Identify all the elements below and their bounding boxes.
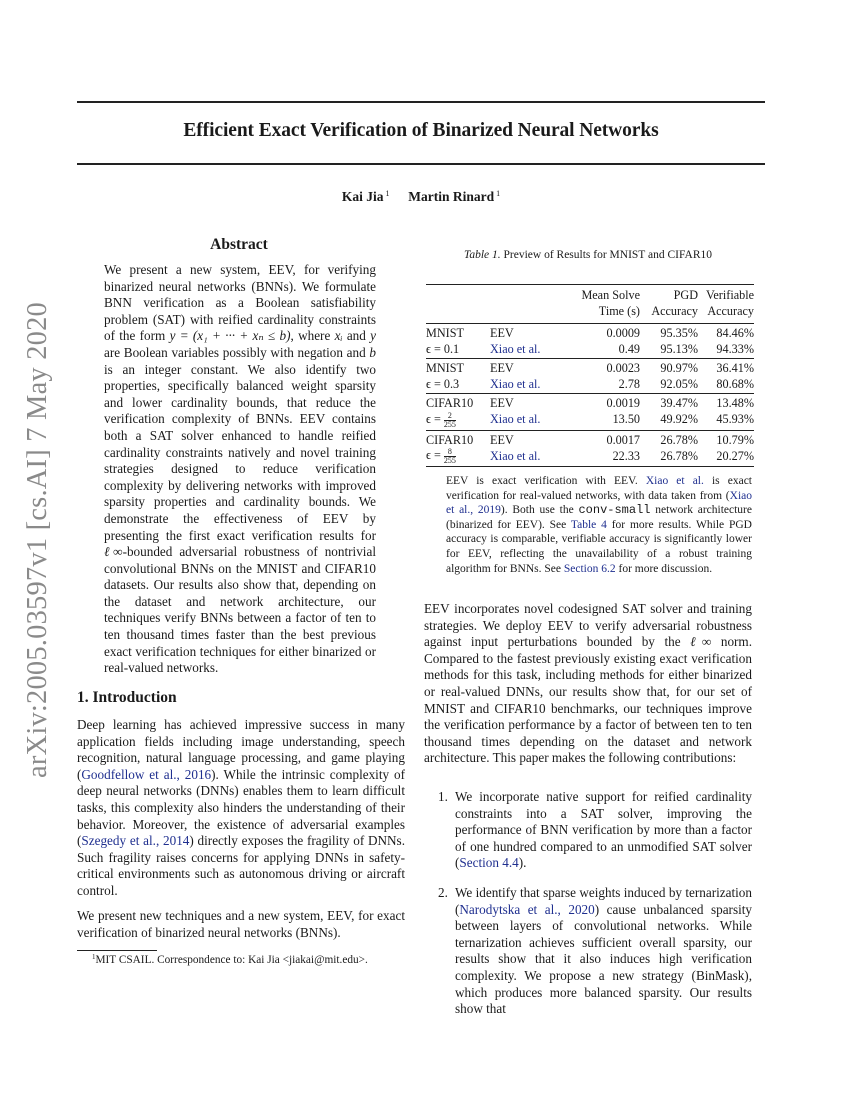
- contribution-item: [424, 885, 752, 1018]
- verifiable-cell: 45.93%: [698, 412, 754, 431]
- method-cell: EEV: [490, 432, 514, 447]
- table-row: [426, 377, 754, 394]
- column-header-time: Mean Solve Time (s): [570, 285, 640, 324]
- table-caption: [424, 249, 752, 261]
- table-reference-link[interactable]: Table 4: [570, 518, 607, 531]
- verifiable-cell: 36.41%: [716, 361, 754, 375]
- abstract-text: We present a new system, EEV, for verifying binarized neural networks (BNNs). We formulate BNN verification as a Boolean satisfiability problem (SAT) with reified cardinality constraints of the form: [104, 262, 376, 344]
- pgd-cell: 95.13%: [640, 342, 698, 359]
- intro-paragraph-3: [424, 601, 752, 767]
- citation-link[interactable]: Xiao et al.: [645, 475, 704, 487]
- note-text: network architecture (binarized for EEV). See: [446, 504, 752, 531]
- body-text: EEV incorporates novel codesigned SAT solver and training strategies. We deploy EEV to verify adversarial robustness against input perturbations bounded by the: [424, 601, 752, 650]
- method-cell-link[interactable]: Xiao et al.: [490, 448, 570, 467]
- method-cell: EEV: [490, 326, 514, 340]
- author-list: [77, 189, 765, 205]
- formula: y = (x₁ + ··· + xₙ ≤ b): [169, 328, 291, 344]
- section-heading-introduction: 1. Introduction: [77, 689, 177, 706]
- math-var: y: [370, 328, 377, 344]
- table-row: [426, 394, 754, 412]
- section-reference-link[interactable]: Section 6.2: [563, 562, 616, 575]
- time-cell: 2.78: [570, 377, 640, 394]
- table-row: [426, 342, 754, 359]
- body-text: We incorporate native support for reified cardinality constraints into a SAT solver, improving the performance of BNN verification by more than a factor of one hundred compared to an unmodified SAT solver (: [455, 789, 752, 871]
- column-header-pgd: PGD Accuracy: [640, 285, 698, 324]
- time-cell: 0.49: [570, 342, 640, 359]
- method-cell: EEV: [490, 396, 514, 410]
- note-text: is exact verification for real-valued networks, with data taken from (: [446, 475, 752, 502]
- note-text: for more results. While PGD accuracy is comparable, verifiable accuracy is significantly lower for EEV, reflecting the unavailability of a robust training algorithm for BNNs. See: [446, 518, 752, 575]
- table-row: [426, 324, 754, 342]
- epsilon-cell: [426, 448, 490, 467]
- verifiable-cell: 80.68%: [698, 377, 754, 394]
- citation-link[interactable]: Narodytska et al., 2020: [459, 901, 595, 917]
- body-text: ) directly exposes the fragility of DNNs. Such fragility raises concerns for applying DNNs in safety-critical environments such as autonomous driving or aircraft control.: [77, 833, 405, 898]
- affiliation-mark: 1: [385, 189, 390, 198]
- verifiable-cell: 84.46%: [716, 326, 754, 340]
- pgd-cell: 39.47%: [660, 396, 698, 410]
- affiliation-mark: 1: [496, 189, 501, 198]
- dataset-cell: MNIST: [426, 361, 464, 375]
- table-label: Table 1.: [464, 249, 501, 261]
- epsilon-cell: ϵ = 0.3: [426, 377, 490, 394]
- math-linf: ℓ∞: [104, 544, 123, 560]
- citation-link[interactable]: Goodfellow et al., 2016: [81, 766, 212, 782]
- abstract-text: -bounded adversarial robustness of nontrivial convolutional BNNs on the MNIST and CIFAR10 datasets. Our results also show that, depending on the dataset and network architecture, our techniques verify BNNs between a factor of ten to ten thousand times faster than the best previous exact verification techniques for either binarized or real-valued networks.: [104, 544, 376, 676]
- pgd-cell: 26.78%: [640, 448, 698, 467]
- verifiable-cell: 20.27%: [698, 448, 754, 467]
- body-text: ) cause unbalanced sparsity between layers of convolutional networks. While ternarization achieves sufficient overall sparsity, our results show that it also induces high verification complexity. We propose a new strategy (BinMask), which produces more balanced sparsity. Our results show that: [455, 901, 753, 1017]
- body-text: We identify that sparse weights induced by ternarization (: [455, 884, 752, 917]
- results-table: [426, 284, 754, 467]
- author-name: Martin Rinard: [408, 189, 495, 204]
- epsilon-cell: [426, 412, 490, 431]
- table-note: [446, 474, 752, 576]
- pgd-cell: 95.35%: [660, 326, 698, 340]
- body-text: We present new techniques and a new system, EEV, for exact verification of binarized neural networks (BNNs).: [77, 908, 405, 940]
- math-var: b: [369, 344, 376, 360]
- body-text: ).: [518, 855, 527, 871]
- citation-link[interactable]: Szegedy et al., 2014: [81, 833, 190, 849]
- epsilon-prefix: ϵ =: [426, 448, 441, 462]
- table-row: [426, 359, 754, 377]
- list-number: 1.: [438, 789, 448, 804]
- method-cell-link[interactable]: Xiao et al.: [490, 377, 570, 394]
- abstract-heading: Abstract: [210, 236, 268, 253]
- title-top-rule: [77, 101, 765, 103]
- code-text: conv-small: [578, 503, 651, 518]
- list-number: 2.: [438, 884, 448, 900]
- intro-paragraph-1: [77, 717, 405, 900]
- table-header-row: [426, 285, 754, 324]
- arxiv-identifier: arXiv:2005.03597v1 [cs.AI] 7 May 2020: [22, 302, 53, 778]
- abstract-text: is an integer constant. We also identify two properties, specifically balanced weight sparsity and lower cardinality bounds, that reduce the verification complexity of BNNs. EEV contains both a SAT solver enhanced to handle reified cardinality constraints natively and novel training strategies designed to reduce verification complexity by delivering networks with improved sparsity properties and cardinality bounds. We demonstrate the effectiveness of EEV by presenting the first exact verification results for: [104, 361, 376, 543]
- note-text: ). Both use the: [500, 504, 579, 517]
- body-text: ). While the intrinsic complexity of deep neural networks (DNNs) enables them to learn difficult tasks, this complexity also hinders the understanding of their behavior. Moreover, the existence of adversarial examples (: [77, 766, 406, 849]
- footnote-mark: 1: [92, 953, 96, 961]
- contribution-item: [424, 789, 752, 872]
- author-name: Kai Jia: [341, 189, 384, 204]
- verifiable-cell: 94.33%: [698, 342, 754, 359]
- abstract-text: and: [342, 328, 371, 344]
- abstract-text: are Boolean variables possibly with negation and: [104, 344, 370, 360]
- dataset-cell: CIFAR10: [426, 432, 474, 447]
- verifiable-cell: 10.79%: [716, 432, 754, 447]
- footnote-text: MIT CSAIL. Correspondence to: Kai Jia <jiakai@mit.edu>.: [95, 954, 368, 966]
- pgd-cell: 49.92%: [640, 412, 698, 431]
- abstract-body: [104, 262, 376, 677]
- table-row: [426, 448, 754, 467]
- epsilon-fraction: $\frac{8}{255}$: [443, 447, 456, 465]
- time-cell: 22.33: [570, 448, 640, 467]
- time-cell: 0.0017: [606, 432, 640, 447]
- epsilon-cell: ϵ = 0.1: [426, 342, 490, 359]
- dataset-cell: CIFAR10: [426, 396, 474, 410]
- paper-title: Efficient Exact Verification of Binarized Neural Networks: [183, 120, 659, 141]
- abstract-text: , where: [290, 328, 335, 344]
- footnote: [92, 953, 368, 966]
- note-text: for more discussion.: [615, 562, 713, 575]
- footnote-rule: [77, 950, 157, 951]
- epsilon-fraction: $\frac{2}{255}$: [443, 410, 456, 429]
- column-header-verifiable: Verifiable Accuracy: [698, 285, 754, 324]
- body-text: Deep learning has achieved impressive success in many application fields including image understanding, speech recognition, natural language processing, and game playing (: [77, 717, 405, 782]
- time-cell: 13.50: [570, 412, 640, 431]
- method-cell: EEV: [490, 361, 514, 375]
- title-bottom-rule: [77, 163, 765, 165]
- table-caption-text: Preview of Results for MNIST and CIFAR10: [503, 249, 712, 261]
- math-linf: ℓ∞: [690, 634, 712, 650]
- pgd-cell: 26.78%: [660, 432, 698, 447]
- arxiv-sidebar-stamp: [8, 290, 68, 790]
- body-text: norm. Compared to the fastest previously existing exact verification methods for this task, including methods for either binarized or real-valued DNNs, our results show that, for our set of MNIST and CIFAR10 benchmarks, our techniques improve the verification performance by a factor of between ten to ten thousand times depending on the dataset and network architecture. This paper makes the following contributions:: [424, 634, 752, 766]
- intro-paragraph-2: [77, 908, 405, 941]
- pgd-cell: 90.97%: [660, 361, 698, 375]
- citation-link[interactable]: Xiao et al., 2019: [446, 489, 752, 517]
- method-cell-link[interactable]: Xiao et al.: [490, 412, 570, 431]
- contributions-list: [424, 789, 752, 1031]
- table-row: [426, 430, 754, 448]
- pgd-cell: 92.05%: [640, 377, 698, 394]
- math-var: xᵢ: [334, 328, 343, 344]
- note-text: EEV is exact verification with EEV.: [446, 475, 646, 487]
- time-cell: 0.0023: [606, 361, 640, 375]
- method-cell-link[interactable]: Xiao et al.: [490, 342, 570, 359]
- section-reference-link[interactable]: Section 4.4: [459, 855, 519, 871]
- table-row: [426, 412, 754, 431]
- time-cell: 0.0019: [606, 396, 640, 410]
- verifiable-cell: 13.48%: [716, 396, 754, 410]
- dataset-cell: MNIST: [426, 326, 464, 340]
- epsilon-prefix: ϵ =: [426, 411, 441, 426]
- time-cell: 0.0009: [606, 326, 640, 340]
